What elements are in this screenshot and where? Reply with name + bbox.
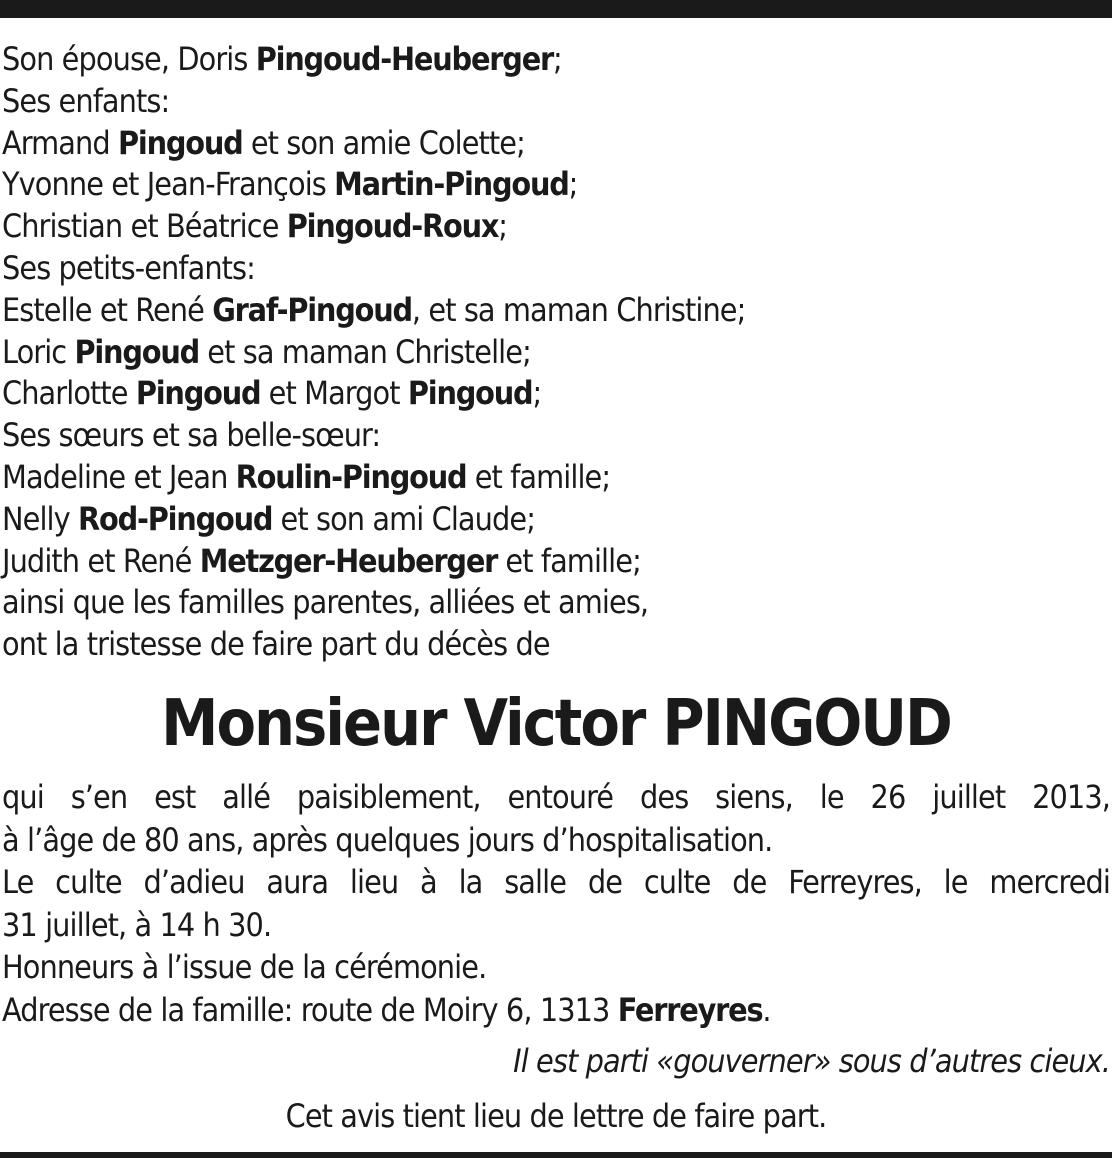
motto: Il est parti «gouverner» sous d’autres cieux. (513, 1042, 1110, 1080)
sibling-line: Madeline et Jean Roulin-Pingoud et famille; (2, 457, 611, 496)
address-town: Ferreyres (617, 990, 763, 1029)
grandchild-line: Estelle et René Graf-Pingoud, et sa maman Christine; (2, 290, 746, 329)
deceased-name: Monsieur Victor PINGOUD (161, 687, 951, 761)
child-line: Yvonne et Jean-François Martin-Pingoud; (2, 165, 578, 204)
relatives-line: ainsi que les familles parentes, alliées et amies, (2, 583, 649, 622)
details-line: qui s’en est allé paisiblement, entouré des siens, le 26 juillet 2013, (2, 778, 1110, 816)
details-line: Le culte d’adieu aura lieu à la salle de culte de Ferreyres, le mercredi (2, 863, 1110, 901)
grandchildren-heading: Ses petits-enfants: (2, 248, 255, 287)
surname: Pingoud (74, 332, 200, 371)
grandchild-line: Loric Pingoud et sa maman Christelle; (2, 332, 531, 371)
family-list (2, 39, 1110, 666)
child-line: Armand Pingoud et son amie Colette; (2, 123, 525, 162)
surname: Rod-Pingoud (78, 499, 273, 538)
obituary-details (2, 776, 1110, 1031)
surname: Pingoud (135, 374, 261, 413)
siblings-heading: Ses sœurs et sa belle-sœur: (2, 416, 381, 455)
top-rule (0, 0, 1112, 18)
bottom-rule (0, 1152, 1112, 1158)
details-line: Honneurs à l’issue de la cérémonie. (2, 948, 487, 986)
announcement-line: ont la tristesse de faire part du décès de (2, 625, 550, 664)
children-heading: Ses enfants: (2, 81, 170, 120)
surname: Metzger-Heuberger (199, 541, 498, 580)
details-line: 31 juillet, à 14 h 30. (2, 905, 272, 944)
spouse-line: Son épouse, Doris Pingoud-Heuberger; (2, 40, 562, 78)
surname: Pingoud-Roux (286, 207, 499, 246)
notice-line: Cet avis tient lieu de lettre de faire part. (285, 1097, 827, 1135)
sibling-line: Judith et René Metzger-Heuberger et famille; (2, 541, 641, 580)
surname: Pingoud-Heuberger (255, 40, 554, 78)
child-line: Christian et Béatrice Pingoud-Roux; (2, 207, 508, 246)
details-line: à l’âge de 80 ans, après quelques jours d’hospitalisation. (2, 820, 773, 859)
surname: Martin-Pingoud (334, 165, 569, 204)
surname: Pingoud (407, 374, 533, 413)
surname: Roulin-Pingoud (235, 457, 467, 496)
sibling-line: Nelly Rod-Pingoud et son ami Claude; (2, 499, 536, 538)
surname: Graf-Pingoud (212, 290, 412, 329)
grandchild-line: Charlotte Pingoud et Margot Pingoud; (2, 374, 542, 413)
surname: Pingoud (118, 123, 243, 162)
family-address: Adresse de la famille: route de Moiry 6, 1313 Ferreyres. (2, 990, 771, 1029)
